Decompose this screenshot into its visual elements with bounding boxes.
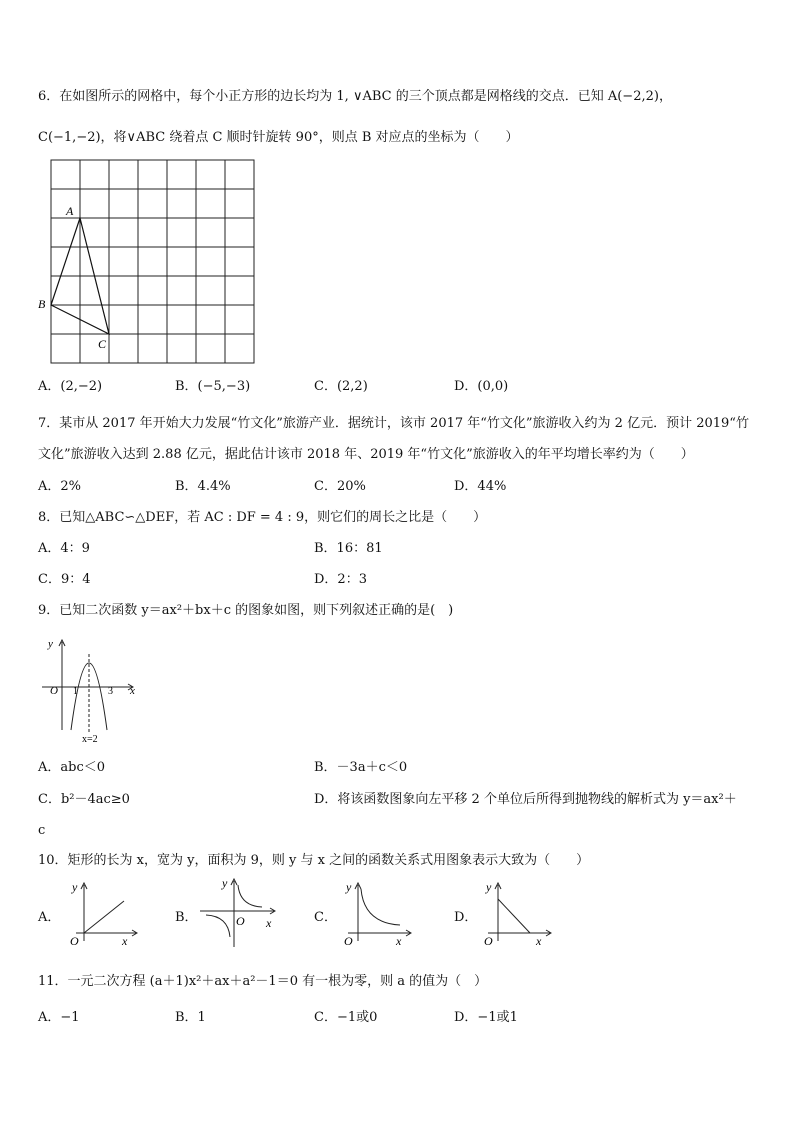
q10b-o: O xyxy=(236,914,245,928)
q11-option-a: A．−1 xyxy=(38,1010,80,1025)
q10d-x: x xyxy=(536,934,542,947)
q10-graph-d xyxy=(474,877,554,947)
label-a: A xyxy=(66,204,74,218)
label-b: B xyxy=(38,297,46,311)
q9-option-b: B．－3a＋c＜0 xyxy=(314,760,408,775)
q9-x-label: x xyxy=(130,685,135,697)
q7-option-d: D．44% xyxy=(454,479,507,494)
q9-option-d: D．将该函数图象向左平移 2 个单位后所得到抛物线的解析式为 y＝ax²＋ xyxy=(314,792,737,807)
q10a-o: O xyxy=(70,934,79,947)
q10-option-a: A． xyxy=(38,910,61,925)
q9-y-label: y xyxy=(48,638,53,650)
q7-option-c: C．20% xyxy=(314,479,366,494)
q6-option-c: C．(2,2) xyxy=(314,379,368,394)
q10-option-c: C． xyxy=(314,910,337,925)
q7-line2: 文化”旅游收入达到 2.88 亿元，据此估计该市 2018 年、2019 年“竹文化”旅游收入的年平均增长率约为（ ） xyxy=(38,447,694,462)
q8-option-c: C．9：4 xyxy=(38,572,91,587)
q7-option-b: B．4.4% xyxy=(175,479,231,494)
q10-line1: 10．矩形的长为 x，宽为 y，面积为 9，则 y 与 x 之间的函数关系式用图象表示大致为（ ） xyxy=(38,853,590,868)
q8-option-a: A．4：9 xyxy=(38,541,90,556)
q9-option-c: C．b²－4ac≥0 xyxy=(38,792,130,807)
q7-line1: 7．某市从 2017 年开始大力发展“竹文化”旅游产业．据统计，该市 2017 年“竹文化”旅游收入约为 2 亿元．预计 2019“竹 xyxy=(38,416,749,431)
q11-line1: 11．一元二次方程 (a＋1)x²＋ax＋a²－1＝0 有一根为零，则 a 的值为（ ） xyxy=(38,974,488,989)
q11-option-c: C．−1或0 xyxy=(314,1010,378,1025)
q10c-x: x xyxy=(396,934,402,947)
q10d-y: y xyxy=(486,880,492,894)
q10d-o: O xyxy=(484,934,493,947)
q11-option-b: B．1 xyxy=(175,1010,206,1025)
q8-option-d: D．2：3 xyxy=(314,572,367,587)
q10-option-b: B． xyxy=(175,910,198,925)
q9-origin-label: O xyxy=(50,685,58,697)
q7-option-a: A．2% xyxy=(38,479,82,494)
q8-line1: 8．已知△ABC∽△DEF，若 AC : DF = 4 : 9，则它们的周长之比是（ ） xyxy=(38,510,487,525)
q10a-x: x xyxy=(122,934,128,947)
q9-tick-3: 3 xyxy=(108,686,113,697)
label-c: C xyxy=(98,337,107,351)
q9-parabola-figure xyxy=(38,634,148,746)
q10-option-d: D． xyxy=(454,910,478,925)
q10c-y: y xyxy=(346,880,352,894)
q11-option-d: D．−1或1 xyxy=(454,1010,518,1025)
q10a-y: y xyxy=(72,880,78,894)
q10b-y: y xyxy=(222,876,228,890)
q9-option-a: A．abc＜0 xyxy=(38,760,106,775)
q10-graph-b xyxy=(196,873,280,949)
q6-option-d: D．(0,0) xyxy=(454,379,509,394)
q6-option-a: A．(2,−2) xyxy=(38,379,103,394)
q6-line2: C(−1,−2)，将∨ABC 绕着点 C 顺时针旋转 90°，则点 B 对应点的坐标为（ ） xyxy=(38,130,519,145)
q10-graph-c xyxy=(334,877,414,947)
q10b-x: x xyxy=(266,916,272,930)
q10-graph-a xyxy=(60,877,140,947)
q10c-o: O xyxy=(344,934,353,947)
q6-option-b: B．(−5,−3) xyxy=(175,379,251,394)
q6-grid-figure xyxy=(34,156,262,368)
q9-option-d-cont: c xyxy=(38,823,46,838)
q6-line1: 6．在如图所示的网格中，每个小正方形的边长均为 1, ∨ABC 的三个顶点都是网格线的交点．已知 A(−2,2)， xyxy=(38,89,672,104)
q9-axis-label: x=2 xyxy=(82,734,98,745)
q8-option-b: B．16：81 xyxy=(314,541,383,556)
q9-tick-1: 1 xyxy=(73,686,78,697)
q9-line1: 9．已知二次函数 y＝ax²＋bx＋c 的图象如图，则下列叙述正确的是( ) xyxy=(38,603,454,618)
